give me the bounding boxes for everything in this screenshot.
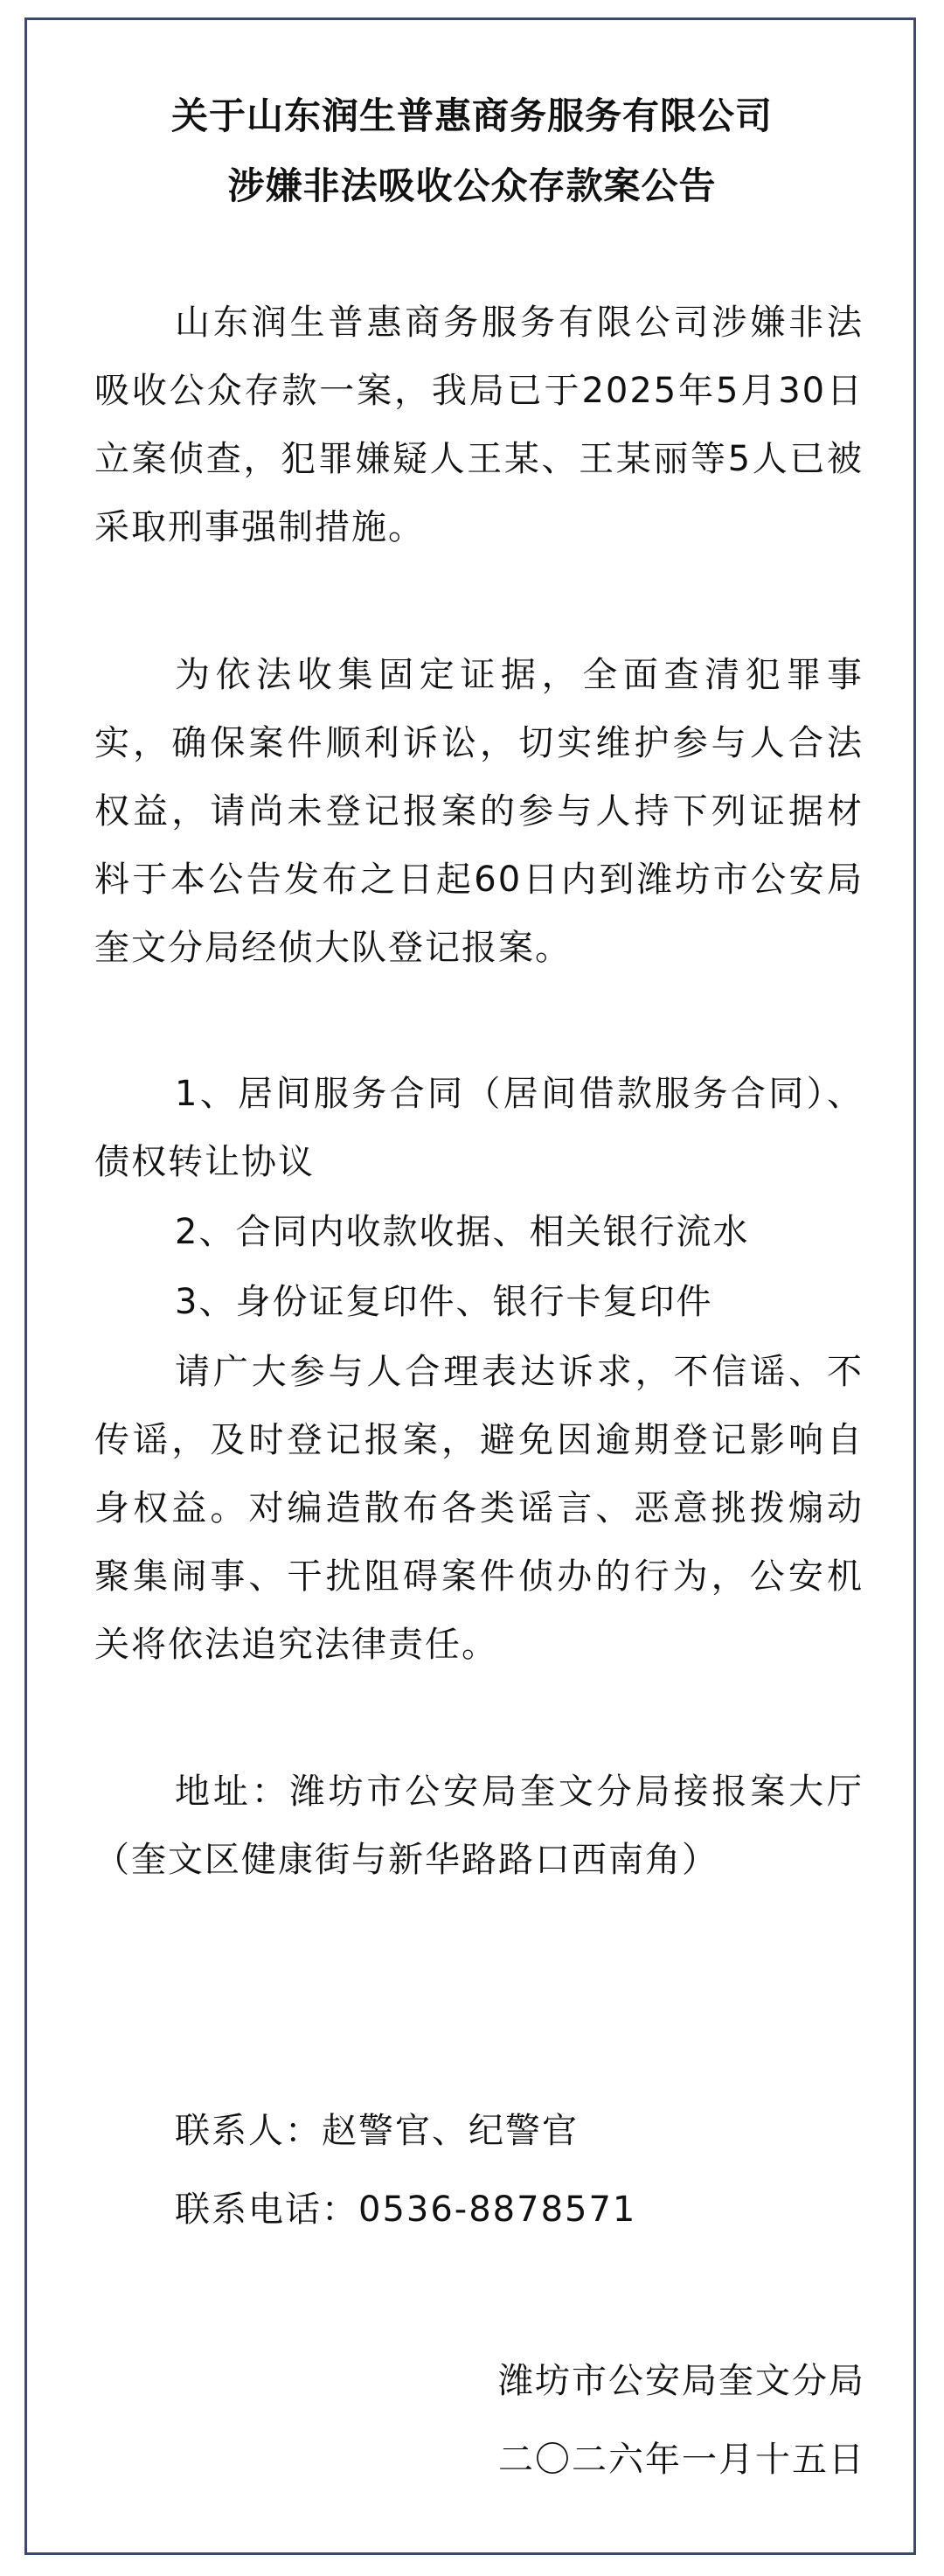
list-item-contracts: 1、居间服务合同（居间借款服务合同）、债权转让协议 (94, 1074, 864, 1182)
document-title-line-1: 关于山东润生普惠商务服务有限公司 (170, 94, 773, 137)
contact-phone: 联系电话：0536-8878571 (175, 2190, 637, 2230)
list-item-id-copies: 3、身份证复印件、银行卡复印件 (175, 1282, 713, 1322)
paragraph-warning: 请广大参与人合理表达诉求，不信谣、不传谣，及时登记报案，避免因逾期登记影响自身权益。对编造散布各类谣言、恶意挑拨煽动聚集闹事、干扰阻碍案件侦办的行为，公安机关将依法追究法律责任。 (94, 1352, 864, 1665)
paragraph-address: 地址：潍坊市公安局奎文分局接报案大厅（奎文区健康街与新华路路口西南角） (94, 1772, 864, 1880)
list-item-receipts: 2、合同内收款收据、相关银行流水 (175, 1212, 750, 1252)
signature-organization: 潍坊市公安局奎文分局 (498, 2361, 865, 2401)
signature-date: 二〇二六年一月十五日 (498, 2440, 865, 2480)
document-title-line-2: 涉嫌非法吸收公众存款案公告 (227, 164, 717, 207)
paragraph-case-filing: 山东润生普惠商务服务有限公司涉嫌非法吸收公众存款一案，我局已于2025年5月30日立案侦查，犯罪嫌疑人王某、王某丽等5人已被采取刑事强制措施。 (94, 303, 864, 547)
paragraph-registration-request: 为依法收集固定证据，全面查清犯罪事实，确保案件顺利诉讼，切实维护参与人合法权益，请尚未登记报案的参与人持下列证据材料于本公告发布之日起60日内到潍坊市公安局奎文分局经侦大队登记报案。 (94, 655, 864, 968)
contact-person: 联系人：赵警官、纪警官 (175, 2111, 579, 2151)
